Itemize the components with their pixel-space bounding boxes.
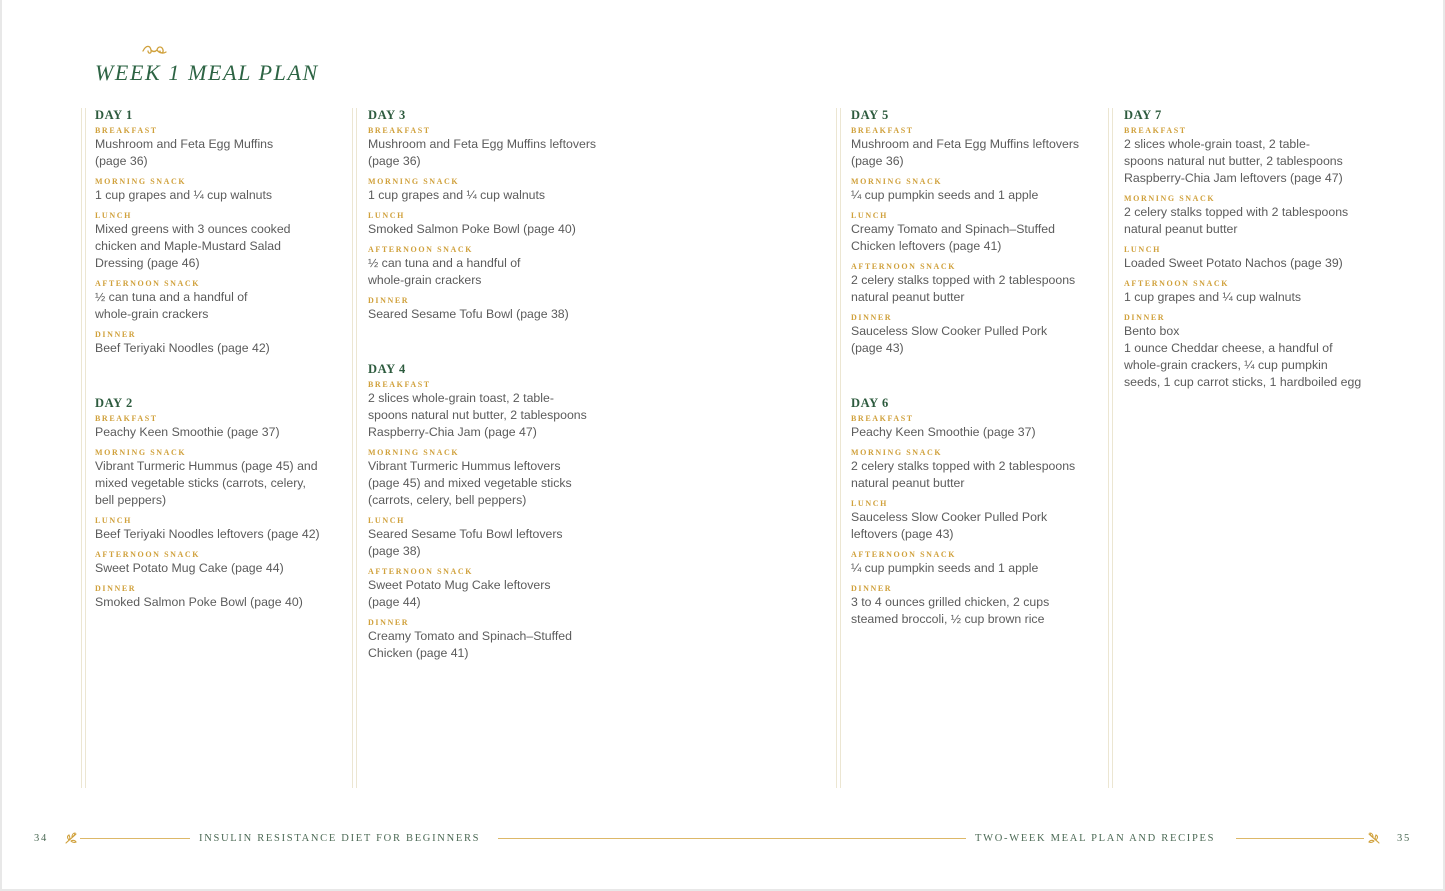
day-title: DAY 4 bbox=[368, 362, 406, 376]
meal-column bbox=[95, 107, 335, 649]
meal-description: Sweet Potato Mug Cake (page 44) bbox=[95, 561, 284, 575]
meal-entry bbox=[1124, 312, 1364, 391]
meal-description: Sauceless Slow Cooker Pulled Pork (page 43) bbox=[851, 324, 1048, 355]
meal-label: AFTERNOON SNACK bbox=[368, 245, 474, 254]
footer-rule bbox=[1236, 838, 1364, 839]
meal-label: MORNING SNACK bbox=[95, 177, 187, 186]
meal-entry bbox=[95, 329, 335, 357]
meal-entry bbox=[1124, 278, 1364, 306]
meal-entry bbox=[368, 295, 608, 323]
page-title: WEEK 1 MEAL PLAN bbox=[95, 60, 319, 85]
meal-description: 2 celery stalks topped with 2 tablespoons natural peanut butter bbox=[851, 273, 1076, 304]
meal-description: Sauceless Slow Cooker Pulled Pork leftovers (page 43) bbox=[851, 510, 1048, 541]
meal-entry bbox=[1124, 244, 1364, 272]
sprig-icon bbox=[1367, 831, 1381, 845]
meal-entry bbox=[851, 261, 1091, 306]
meal-entry bbox=[95, 125, 335, 170]
meal-description: Beef Teriyaki Noodles leftovers (page 42) bbox=[95, 527, 320, 541]
meal-description: Vibrant Turmeric Hummus (page 45) and mixed vegetable sticks (carrots, celery, bell peppers) bbox=[95, 459, 318, 507]
meal-entry bbox=[851, 413, 1091, 441]
column-rule bbox=[1108, 108, 1113, 788]
meal-label: LUNCH bbox=[95, 516, 132, 525]
day-title: DAY 7 bbox=[1124, 108, 1162, 122]
meal-label: MORNING SNACK bbox=[368, 177, 460, 186]
meal-entry bbox=[851, 498, 1091, 543]
day-title: DAY 1 bbox=[95, 108, 133, 122]
meal-description: ¼ cup pumpkin seeds and 1 apple bbox=[851, 561, 1039, 575]
meal-description: ½ can tuna and a handful of whole-grain crackers bbox=[95, 290, 248, 321]
meal-entry bbox=[368, 210, 608, 238]
day-title: DAY 6 bbox=[851, 396, 889, 410]
meal-entry bbox=[95, 176, 335, 204]
meal-entry bbox=[95, 447, 335, 509]
meal-description: Creamy Tomato and Spinach–Stuffed Chicken (page 41) bbox=[368, 629, 572, 660]
meal-entry bbox=[95, 515, 335, 543]
day-block bbox=[95, 395, 335, 611]
meal-label: BREAKFAST bbox=[368, 126, 431, 135]
meal-label: BREAKFAST bbox=[95, 414, 158, 423]
meal-description: 2 slices whole-grain toast, 2 table- spoons natural nut butter, 2 tablespoons Raspberry-Chia Jam (page 47) bbox=[368, 391, 587, 439]
meal-entry bbox=[95, 278, 335, 323]
meal-label: BREAKFAST bbox=[95, 126, 158, 135]
meal-description: Vibrant Turmeric Hummus leftovers (page 45) and mixed vegetable sticks (carrots, celery, bell peppers) bbox=[368, 459, 572, 507]
meal-label: LUNCH bbox=[368, 211, 405, 220]
meal-entry bbox=[851, 125, 1091, 170]
meal-label: AFTERNOON SNACK bbox=[95, 279, 201, 288]
meal-label: DINNER bbox=[95, 584, 137, 593]
meal-description: Mixed greens with 3 ounces cooked chicken and Maple-Mustard Salad Dressing (page 46) bbox=[95, 222, 291, 270]
meal-label: AFTERNOON SNACK bbox=[95, 550, 201, 559]
meal-column bbox=[851, 107, 1091, 666]
meal-description: 1 cup grapes and ¼ cup walnuts bbox=[368, 188, 546, 202]
meal-entry bbox=[368, 447, 608, 509]
meal-entry bbox=[851, 549, 1091, 577]
column-rule bbox=[836, 108, 841, 788]
meal-description: 1 cup grapes and ¼ cup walnuts bbox=[1124, 290, 1302, 304]
meal-entry bbox=[851, 447, 1091, 492]
meal-label: AFTERNOON SNACK bbox=[851, 262, 957, 271]
meal-label: DINNER bbox=[368, 618, 410, 627]
meal-entry bbox=[851, 583, 1091, 628]
meal-entry bbox=[95, 583, 335, 611]
meal-label: MORNING SNACK bbox=[851, 448, 943, 457]
meal-label: AFTERNOON SNACK bbox=[368, 567, 474, 576]
meal-description: Bento box 1 ounce Cheddar cheese, a handful of whole-grain crackers, ¼ cup pumpkin seeds, 1 cup carrot sticks, 1 hardboiled egg bbox=[1124, 324, 1362, 389]
meal-entry bbox=[368, 379, 608, 441]
meal-description: Sweet Potato Mug Cake leftovers (page 44) bbox=[368, 578, 551, 609]
column-rule bbox=[81, 108, 86, 788]
day-block bbox=[368, 361, 608, 662]
meal-entry bbox=[368, 176, 608, 204]
meal-label: BREAKFAST bbox=[368, 380, 431, 389]
day-block bbox=[95, 107, 335, 357]
day-block bbox=[851, 395, 1091, 628]
meal-label: LUNCH bbox=[368, 516, 405, 525]
meal-label: BREAKFAST bbox=[1124, 126, 1187, 135]
meal-description: 2 slices whole-grain toast, 2 table- spoons natural nut butter, 2 tablespoons Raspberry-Chia Jam leftovers (page 47) bbox=[1124, 137, 1343, 185]
meal-entry bbox=[95, 210, 335, 272]
meal-label: MORNING SNACK bbox=[851, 177, 943, 186]
column-rule bbox=[352, 108, 357, 788]
meal-description: 2 celery stalks topped with 2 tablespoons natural peanut butter bbox=[851, 459, 1076, 490]
meal-label: MORNING SNACK bbox=[1124, 194, 1216, 203]
meal-entry bbox=[1124, 125, 1364, 187]
meal-description: Smoked Salmon Poke Bowl (page 40) bbox=[368, 222, 576, 236]
meal-label: LUNCH bbox=[851, 211, 888, 220]
day-title: DAY 5 bbox=[851, 108, 889, 122]
left-page-number: 34 bbox=[34, 833, 48, 844]
footer-rule bbox=[498, 838, 966, 839]
meal-description: Creamy Tomato and Spinach–Stuffed Chicken leftovers (page 41) bbox=[851, 222, 1055, 253]
meal-description: Loaded Sweet Potato Nachos (page 39) bbox=[1124, 256, 1343, 270]
meal-entry bbox=[368, 244, 608, 289]
meal-label: MORNING SNACK bbox=[95, 448, 187, 457]
meal-label: MORNING SNACK bbox=[368, 448, 460, 457]
meal-description: Mushroom and Feta Egg Muffins leftovers (page 36) bbox=[851, 137, 1080, 168]
day-title: DAY 2 bbox=[95, 396, 133, 410]
flourish-icon bbox=[141, 43, 167, 57]
meal-label: BREAKFAST bbox=[851, 126, 914, 135]
page-edge-left bbox=[0, 0, 2, 891]
meal-entry bbox=[95, 549, 335, 577]
meal-label: LUNCH bbox=[1124, 245, 1161, 254]
day-title: DAY 3 bbox=[368, 108, 406, 122]
meal-label: LUNCH bbox=[851, 499, 888, 508]
section-title: TWO-WEEK MEAL PLAN AND RECIPES bbox=[975, 833, 1216, 844]
meal-entry bbox=[851, 210, 1091, 255]
meal-description: Mushroom and Feta Egg Muffins leftovers (page 36) bbox=[368, 137, 597, 168]
meal-description: 3 to 4 ounces grilled chicken, 2 cups steamed broccoli, ½ cup brown rice bbox=[851, 595, 1050, 626]
meal-description: Seared Sesame Tofu Bowl (page 38) bbox=[368, 307, 569, 321]
footer-rule bbox=[80, 838, 190, 839]
sprig-icon bbox=[64, 831, 78, 845]
meal-column bbox=[1124, 107, 1364, 429]
meal-description: 1 cup grapes and ¼ cup walnuts bbox=[95, 188, 273, 202]
day-block bbox=[368, 107, 608, 323]
meal-description: Beef Teriyaki Noodles (page 42) bbox=[95, 341, 270, 355]
day-block bbox=[1124, 107, 1364, 391]
meal-label: LUNCH bbox=[95, 211, 132, 220]
meal-label: DINNER bbox=[95, 330, 137, 339]
meal-description: Mushroom and Feta Egg Muffins (page 36) bbox=[95, 137, 274, 168]
meal-description: Peachy Keen Smoothie (page 37) bbox=[851, 425, 1036, 439]
meal-label: DINNER bbox=[851, 313, 893, 322]
meal-entry bbox=[851, 176, 1091, 204]
meal-entry bbox=[95, 413, 335, 441]
meal-description: 2 celery stalks topped with 2 tablespoons natural peanut butter bbox=[1124, 205, 1349, 236]
meal-entry bbox=[851, 312, 1091, 357]
meal-label: AFTERNOON SNACK bbox=[851, 550, 957, 559]
meal-column bbox=[368, 107, 608, 700]
book-title: INSULIN RESISTANCE DIET FOR BEGINNERS bbox=[199, 833, 481, 844]
meal-description: ¼ cup pumpkin seeds and 1 apple bbox=[851, 188, 1039, 202]
meal-entry bbox=[1124, 193, 1364, 238]
meal-entry bbox=[368, 566, 608, 611]
meal-entry bbox=[368, 125, 608, 170]
meal-description: ½ can tuna and a handful of whole-grain crackers bbox=[368, 256, 521, 287]
meal-description: Smoked Salmon Poke Bowl (page 40) bbox=[95, 595, 303, 609]
meal-label: DINNER bbox=[368, 296, 410, 305]
day-block bbox=[851, 107, 1091, 357]
meal-entry bbox=[368, 617, 608, 662]
meal-description: Peachy Keen Smoothie (page 37) bbox=[95, 425, 280, 439]
meal-description: Seared Sesame Tofu Bowl leftovers (page 38) bbox=[368, 527, 563, 558]
meal-label: DINNER bbox=[1124, 313, 1166, 322]
meal-entry bbox=[368, 515, 608, 560]
right-page-number: 35 bbox=[1397, 833, 1411, 844]
meal-label: AFTERNOON SNACK bbox=[1124, 279, 1230, 288]
meal-label: BREAKFAST bbox=[851, 414, 914, 423]
meal-label: DINNER bbox=[851, 584, 893, 593]
